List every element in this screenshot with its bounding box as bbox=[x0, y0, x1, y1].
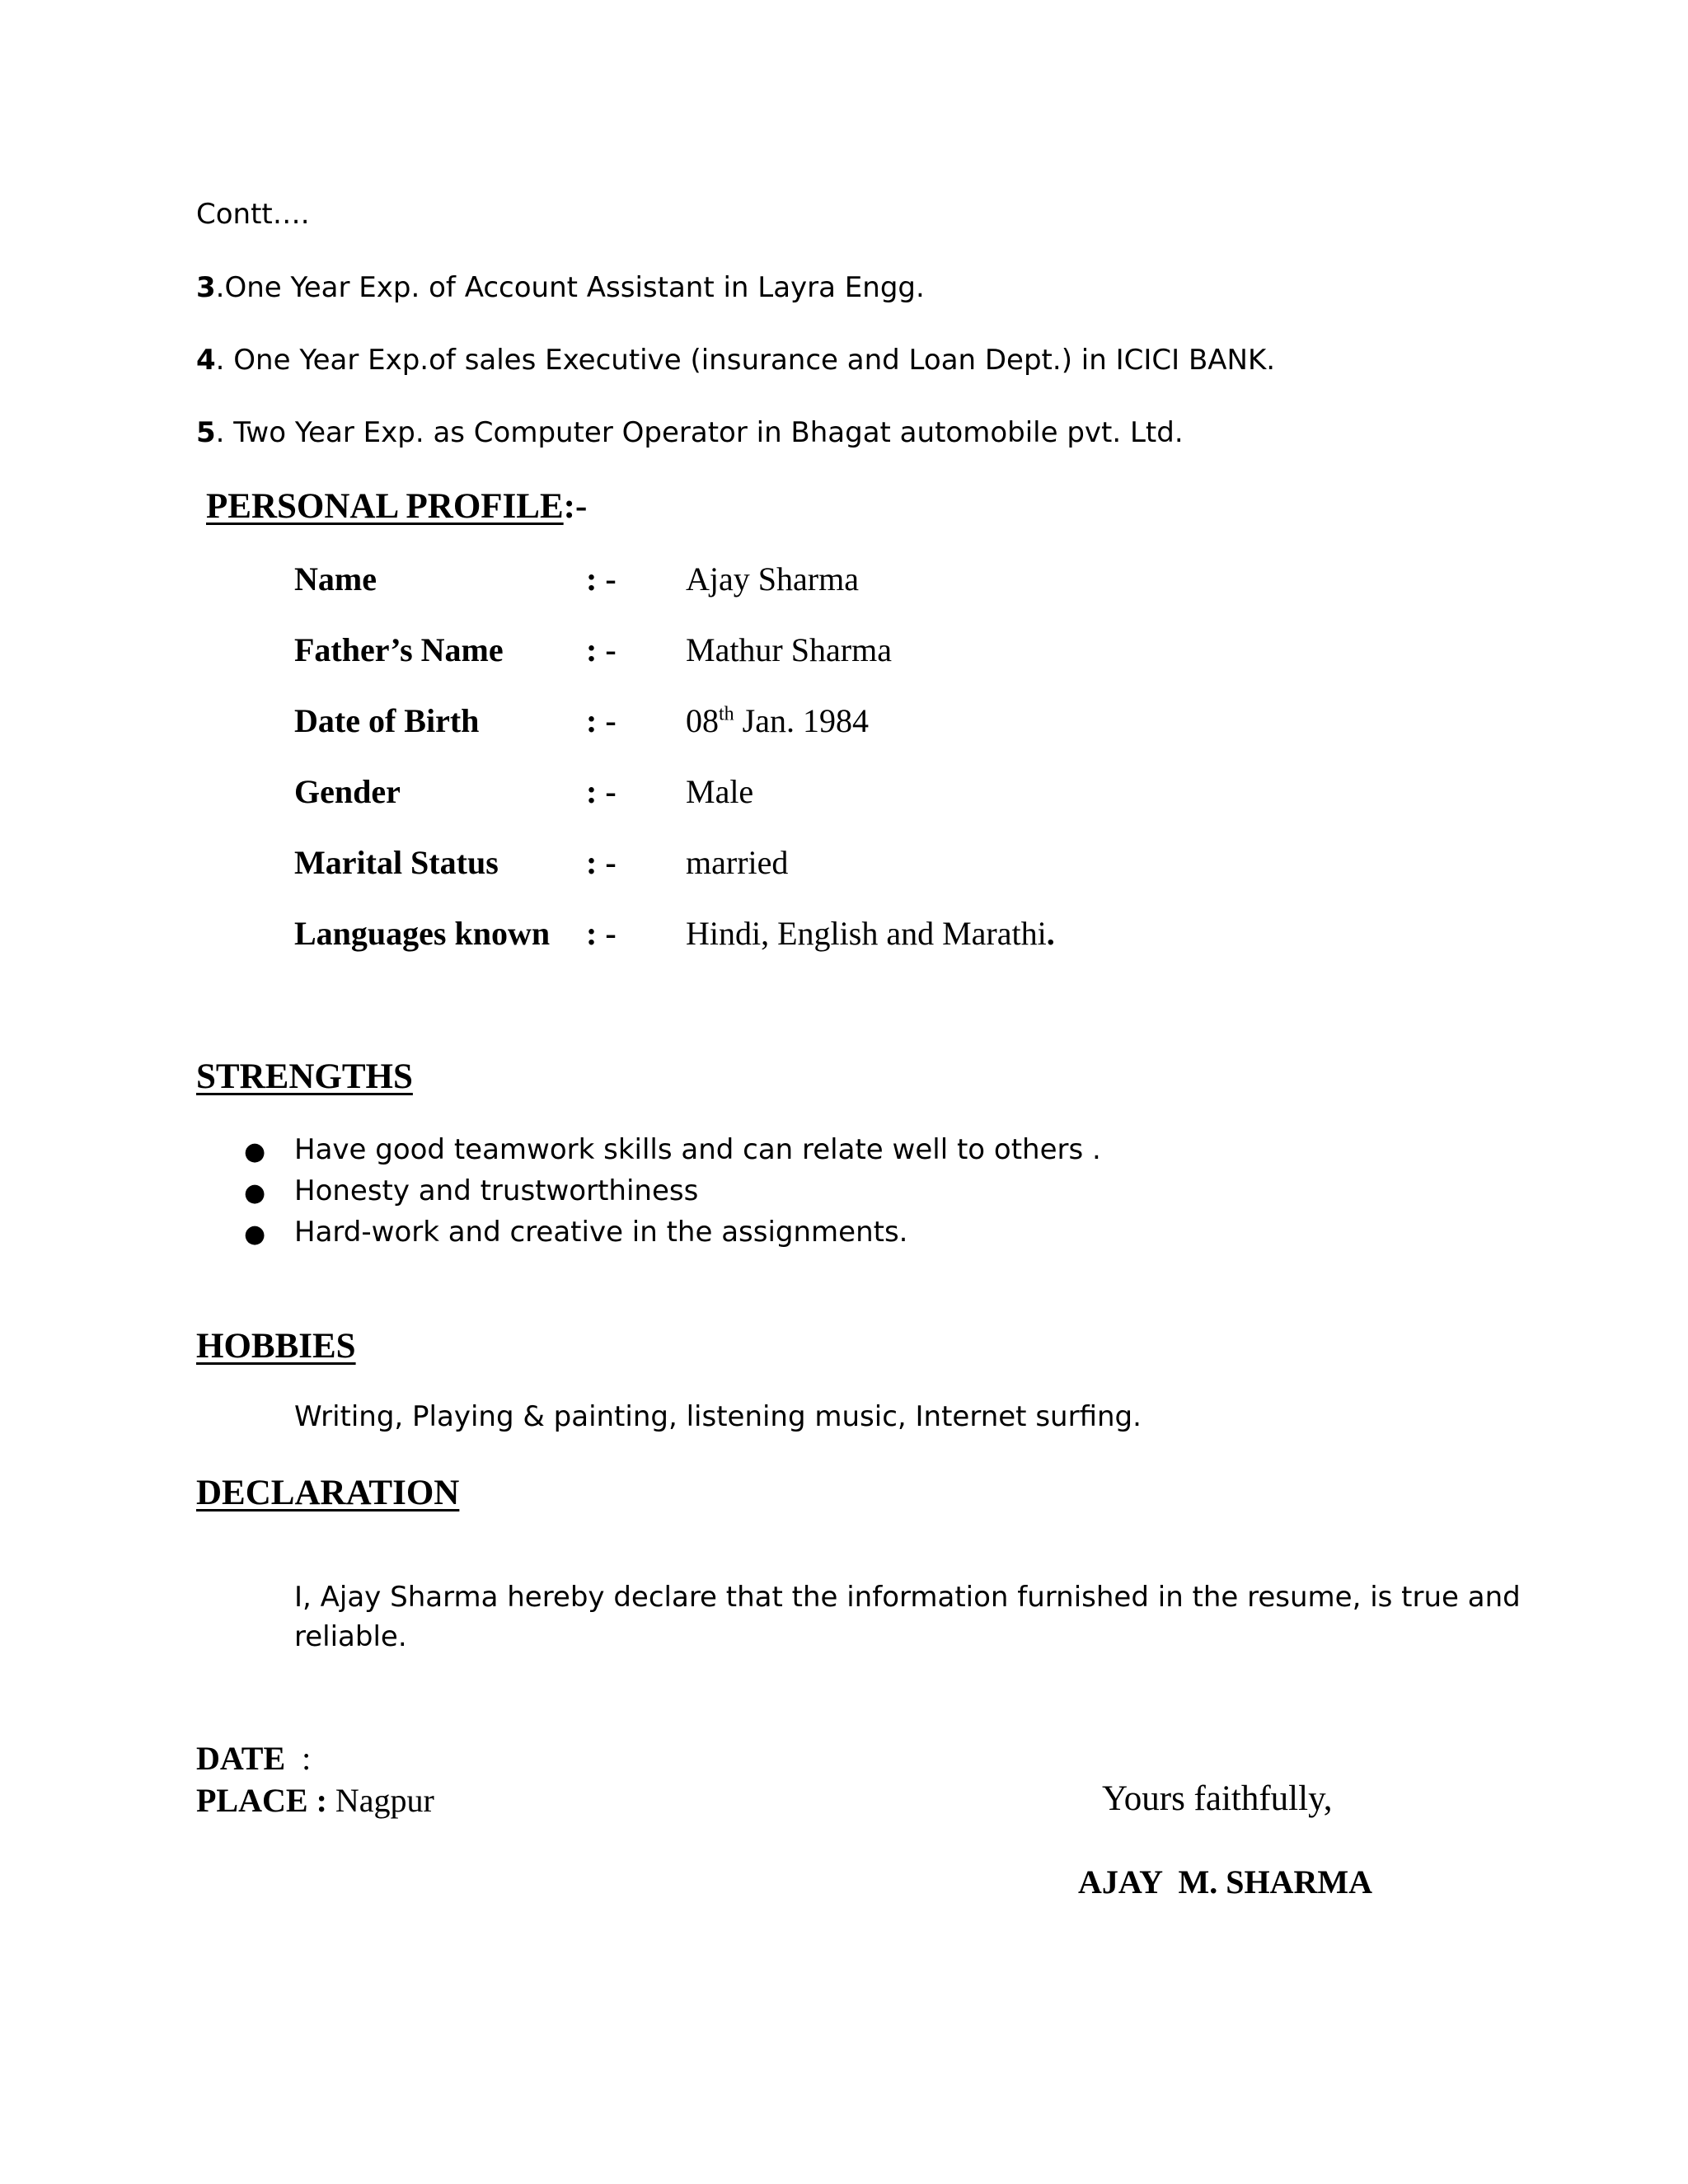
languages-period: . bbox=[1046, 915, 1055, 952]
profile-label-date-of-birth: Date of Birth bbox=[294, 702, 480, 739]
bullet-icon: ● bbox=[244, 1137, 266, 1166]
experience-number: 5 bbox=[196, 416, 216, 449]
heading-text: STRENGTHS bbox=[196, 1057, 413, 1096]
experience-item-3 bbox=[196, 271, 925, 304]
profile-value-languages bbox=[686, 914, 1055, 953]
place-label: PLACE : bbox=[196, 1782, 327, 1819]
profile-value-father-name: Mathur Sharma bbox=[686, 631, 892, 668]
dob-ordinal: th bbox=[719, 703, 734, 725]
profile-label-name: Name bbox=[294, 560, 377, 598]
closing-text: Yours faithfully, bbox=[1102, 1779, 1333, 1818]
experience-number: 3 bbox=[196, 271, 216, 304]
profile-label-father-name: Father’s Name bbox=[294, 631, 504, 668]
strengths-heading bbox=[196, 1057, 413, 1097]
profile-label-marital-status: Marital Status bbox=[294, 844, 499, 881]
signature-name: AJAY M. SHARMA bbox=[1078, 1863, 1373, 1900]
strength-item: Have good teamwork skills and can relate well to others . bbox=[294, 1133, 1101, 1166]
profile-separator: : - bbox=[586, 773, 617, 810]
heading-text: HOBBIES bbox=[196, 1327, 356, 1366]
place-field bbox=[196, 1781, 434, 1820]
experience-text: .One Year Exp. of Account Assistant in Layra Engg. bbox=[215, 271, 925, 304]
heading-suffix: :- bbox=[563, 487, 588, 526]
personal-profile-heading bbox=[206, 486, 587, 527]
experience-item-4 bbox=[196, 344, 1275, 377]
experience-text: . Two Year Exp. as Computer Operator in Bhagat automobile pvt. Ltd. bbox=[215, 416, 1184, 449]
profile-label-languages: Languages known bbox=[294, 915, 551, 952]
strength-item: Honesty and trustworthiness bbox=[294, 1174, 699, 1207]
profile-separator: : - bbox=[586, 702, 617, 739]
profile-separator: : - bbox=[586, 631, 617, 668]
declaration-line-2: reliable. bbox=[294, 1620, 407, 1653]
profile-label-gender: Gender bbox=[294, 773, 401, 810]
experience-item-5 bbox=[196, 416, 1184, 449]
profile-separator: : - bbox=[586, 915, 617, 952]
languages-text: Hindi, English and Marathi bbox=[686, 915, 1047, 952]
profile-value-name: Ajay Sharma bbox=[686, 560, 859, 598]
place-value: Nagpur bbox=[326, 1782, 434, 1819]
date-field bbox=[196, 1739, 311, 1778]
profile-value-gender: Male bbox=[686, 773, 754, 810]
continued-label: Contt…. bbox=[196, 198, 310, 231]
profile-separator: : - bbox=[586, 844, 617, 881]
bullet-icon: ● bbox=[244, 1179, 266, 1207]
date-label: DATE bbox=[196, 1740, 286, 1777]
heading-text: DECLARATION bbox=[196, 1474, 460, 1512]
hobbies-text: Writing, Playing & painting, listening music, Internet surfing. bbox=[294, 1400, 1142, 1433]
dob-month-year: Jan. 1984 bbox=[734, 702, 869, 739]
declaration-line-1: I, Ajay Sharma hereby declare that the information furnished in the resume, is true and bbox=[294, 1581, 1521, 1614]
hobbies-heading bbox=[196, 1326, 356, 1366]
profile-value-marital-status: married bbox=[686, 844, 789, 881]
heading-text: PERSONAL PROFILE bbox=[206, 487, 564, 526]
bullet-icon: ● bbox=[244, 1220, 266, 1249]
dob-day: 08 bbox=[686, 702, 719, 739]
experience-number: 4 bbox=[196, 344, 216, 377]
date-colon: : bbox=[285, 1740, 312, 1777]
experience-text: . One Year Exp.of sales Executive (insurance and Loan Dept.) in ICICI BANK. bbox=[215, 344, 1276, 377]
profile-value-date-of-birth bbox=[686, 701, 869, 740]
strength-item: Hard-work and creative in the assignments. bbox=[294, 1216, 908, 1249]
declaration-heading bbox=[196, 1473, 459, 1513]
profile-separator: : - bbox=[586, 560, 617, 598]
